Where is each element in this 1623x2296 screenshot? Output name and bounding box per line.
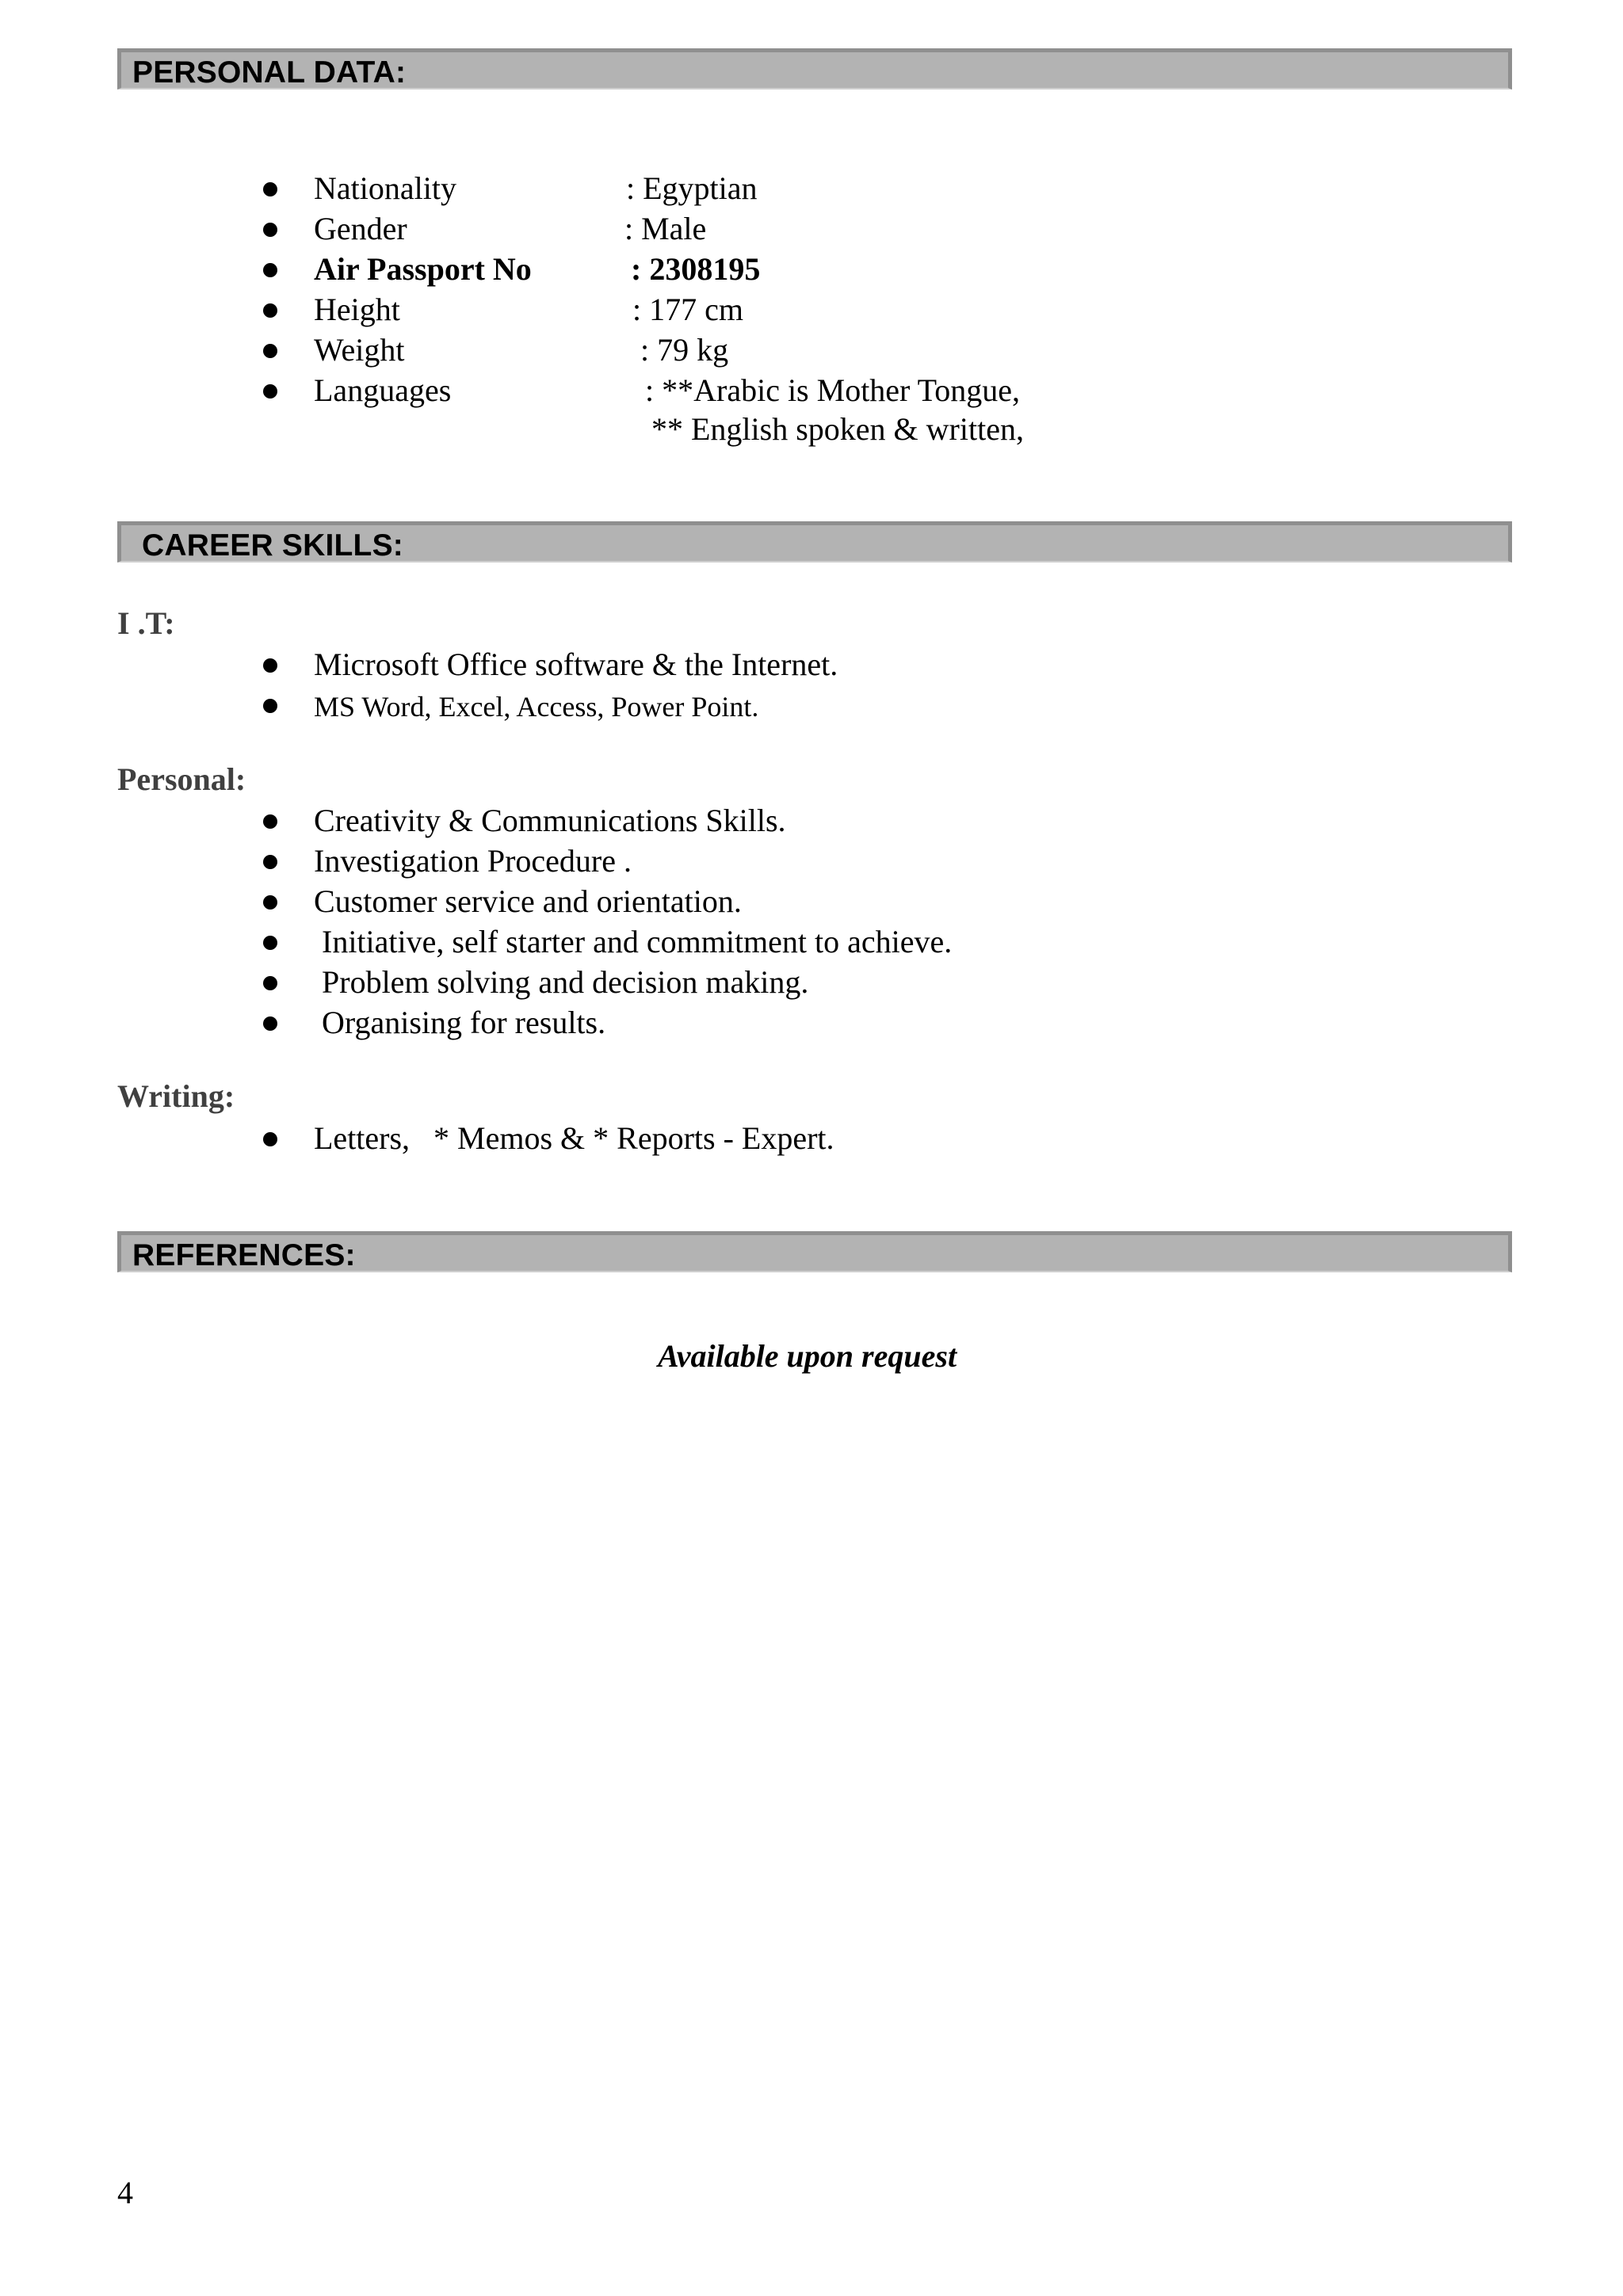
nationality-value: : Egyptian xyxy=(626,170,758,206)
bullet-icon xyxy=(263,263,277,277)
air-passport-value: : 2308195 xyxy=(631,251,761,287)
bullet-icon xyxy=(263,1016,277,1031)
personal-skill-item: Investigation Procedure . xyxy=(314,843,632,879)
bullet-icon xyxy=(263,699,277,713)
personal-skill-item: Organising for results. xyxy=(314,1005,606,1040)
personal-heading: Personal: xyxy=(117,761,246,797)
bullet-icon xyxy=(263,303,277,318)
bullet-icon xyxy=(263,936,277,950)
career-skills-header xyxy=(117,521,1512,563)
page-number: 4 xyxy=(117,2175,133,2210)
languages-label: Languages xyxy=(314,372,452,408)
personal-skill-item: Creativity & Communications Skills. xyxy=(314,803,786,838)
languages-value: : **Arabic is Mother Tongue, xyxy=(645,372,1021,408)
writing-heading: Writing: xyxy=(117,1078,235,1114)
air-passport-label: Air Passport No xyxy=(314,251,532,287)
references-header xyxy=(117,1231,1512,1272)
bullet-icon xyxy=(263,814,277,829)
gender-label: Gender xyxy=(314,211,407,246)
bullet-icon xyxy=(263,976,277,990)
weight-value: : 79 kg xyxy=(640,332,729,368)
weight-label: Weight xyxy=(314,332,405,368)
bullet-icon xyxy=(263,182,277,196)
it-skill-item: Microsoft Office software & the Internet. xyxy=(314,646,838,682)
bullet-icon xyxy=(263,855,277,869)
references-title: REFERENCES: xyxy=(132,1238,356,1272)
personal-skill-item: Problem solving and decision making. xyxy=(314,964,809,1000)
bullet-icon xyxy=(263,344,277,358)
career-skills-title: CAREER SKILLS: xyxy=(142,528,403,563)
gender-value: : Male xyxy=(624,211,707,246)
nationality-label: Nationality xyxy=(314,170,456,206)
bullet-icon xyxy=(263,658,277,673)
bullet-icon xyxy=(263,895,277,910)
bullet-icon xyxy=(263,384,277,399)
bullet-icon xyxy=(263,1132,277,1146)
references-note: Available upon request xyxy=(658,1338,957,1374)
personal-data-header xyxy=(117,48,1512,90)
personal-data-title: PERSONAL DATA: xyxy=(132,55,407,90)
writing-skill-item: Letters, * Memos & * Reports - Expert. xyxy=(314,1120,834,1156)
languages-continuation: ** English spoken & written, xyxy=(651,411,1024,447)
personal-skill-item: Initiative, self starter and commitment to achieve. xyxy=(314,924,953,959)
it-heading: I .T: xyxy=(117,605,175,641)
bullet-icon xyxy=(263,223,277,237)
it-skill-item: MS Word, Excel, Access, Power Point. xyxy=(314,691,759,723)
height-value: : 177 cm xyxy=(632,292,743,327)
personal-skill-item: Customer service and orientation. xyxy=(314,883,742,919)
height-label: Height xyxy=(314,292,400,327)
